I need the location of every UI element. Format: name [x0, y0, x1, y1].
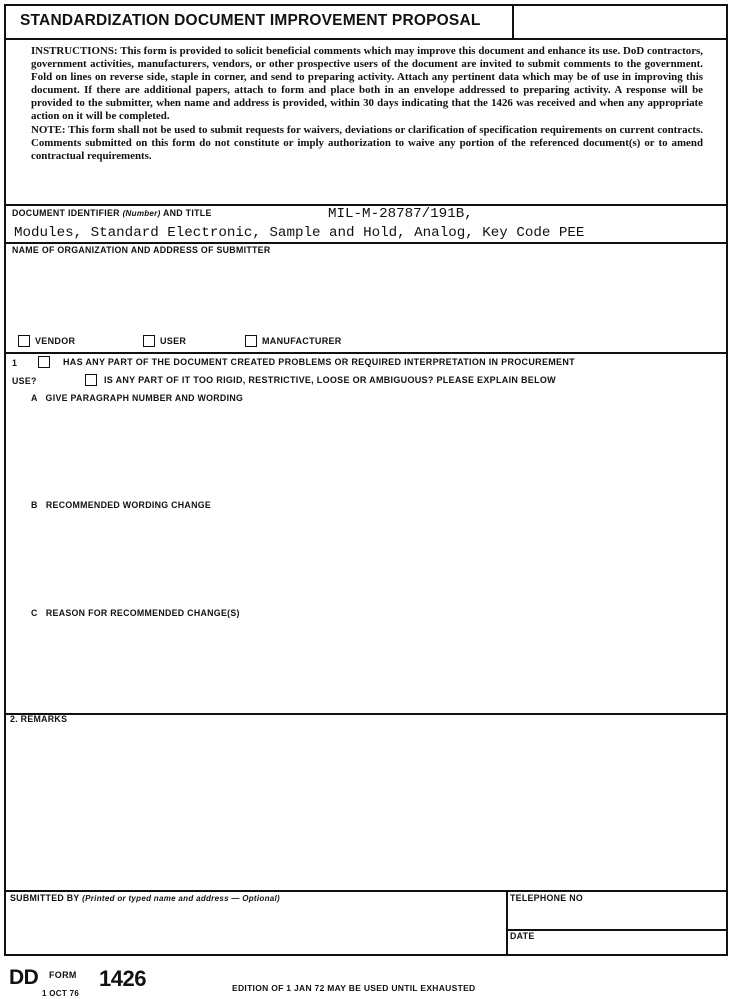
instructions-text: This form is provided to solicit beneficial comments which may improve this document and enhance its use. DoD contractors, government activities, manufacturers, vendors, or other prospective users of the document are invited to submit comments to the government. Fold on lines on reverse side, staple in corner, and send to preparing activity. Attach any pertinent data which may be of use in improving this document. If there are additional papers, attach to form and place both in an envelope addressed to preparing activity. A response will be provided to the submitter, when name and address is provided, within 30 days indicating that the 1426 was received and when any appropriate action on it will be completed. — [31, 45, 703, 123]
question1-rigid-option[interactable]: IS ANY PART OF IT TOO RIGID, RESTRICTIVE, LOOSE OR AMBIGUOUS? PLEASE EXPLAIN BELOW — [85, 374, 556, 386]
footer-form-date: 1 OCT 76 — [42, 989, 80, 998]
submitted-by-field[interactable] — [10, 906, 502, 952]
divider — [4, 713, 728, 715]
user-option[interactable]: USER — [143, 335, 186, 347]
remarks-field[interactable] — [12, 727, 720, 887]
question1-use-prefix: USE? — [12, 376, 37, 386]
question1-a-label: A GIVE PARAGRAPH NUMBER AND WORDING — [31, 393, 244, 403]
remarks-label: 2. REMARKS — [10, 714, 68, 724]
question1-rigid-checkbox[interactable] — [85, 374, 97, 386]
vendor-option[interactable]: VENDOR — [18, 335, 75, 347]
note-text: This form shall not be used to submit requests for waivers, deviations or clarification of specification requirements on current contracts. Comments submitted on this form do not constitute or imply authorization to waive any portion of the referenced document(s) or to amend contractual requirements. — [31, 123, 703, 162]
telephone-field[interactable] — [510, 906, 724, 926]
question1-b-label: B RECOMMENDED WORDING CHANGE — [31, 500, 212, 510]
question1-b-field[interactable] — [12, 513, 720, 605]
instructions-label: INSTRUCTIONS: — [31, 45, 118, 57]
telephone-label: TELEPHONE NO — [510, 893, 584, 903]
manufacturer-option[interactable]: MANUFACTURER — [245, 335, 342, 347]
question1-number: 1 — [12, 358, 18, 368]
instructions-block — [31, 45, 703, 163]
divider — [4, 242, 728, 244]
question1-c-field[interactable] — [12, 621, 720, 711]
organization-field[interactable] — [12, 258, 720, 330]
question1-problems-option[interactable]: HAS ANY PART OF THE DOCUMENT CREATED PROBLEMS OR REQUIRED INTERPRETATION IN PROCUREMENT — [38, 356, 575, 368]
note-label: NOTE: — [31, 123, 66, 136]
footer-form-word: FORM — [49, 970, 77, 980]
manufacturer-checkbox[interactable] — [245, 335, 257, 347]
footer-dd: DD — [9, 966, 39, 989]
footer-form-number: 1426 — [99, 966, 146, 991]
question1-problems-checkbox[interactable] — [38, 356, 50, 368]
date-label: DATE — [510, 931, 535, 941]
user-checkbox[interactable] — [143, 335, 155, 347]
divider — [4, 352, 728, 354]
document-title-field[interactable]: Modules, Standard Electronic, Sample and Hold, Analog, Key Code PEE — [14, 225, 585, 241]
question1-c-label: C REASON FOR RECOMMENDED CHANGE(S) — [31, 608, 240, 618]
footer-edition-note: EDITION OF 1 JAN 72 MAY BE USED UNTIL EXHAUSTED — [232, 983, 476, 993]
divider — [506, 890, 508, 956]
question1-a-field[interactable] — [12, 406, 720, 496]
form-title: STANDARDIZATION DOCUMENT IMPROVEMENT PROPOSAL — [20, 12, 481, 29]
document-number-field[interactable]: MIL-M-28787/191B, — [328, 206, 473, 222]
organization-label: NAME OF ORGANIZATION AND ADDRESS OF SUBMITTER — [12, 245, 271, 255]
divider — [4, 890, 728, 892]
vendor-checkbox[interactable] — [18, 335, 30, 347]
title-blank-box — [514, 4, 728, 40]
date-field[interactable] — [510, 943, 724, 954]
divider — [506, 929, 728, 931]
submitted-by-label: SUBMITTED BY (Printed or typed name and address — Optional) — [10, 893, 280, 903]
document-identifier-label: DOCUMENT IDENTIFIER (Number) AND TITLE — [12, 208, 212, 218]
